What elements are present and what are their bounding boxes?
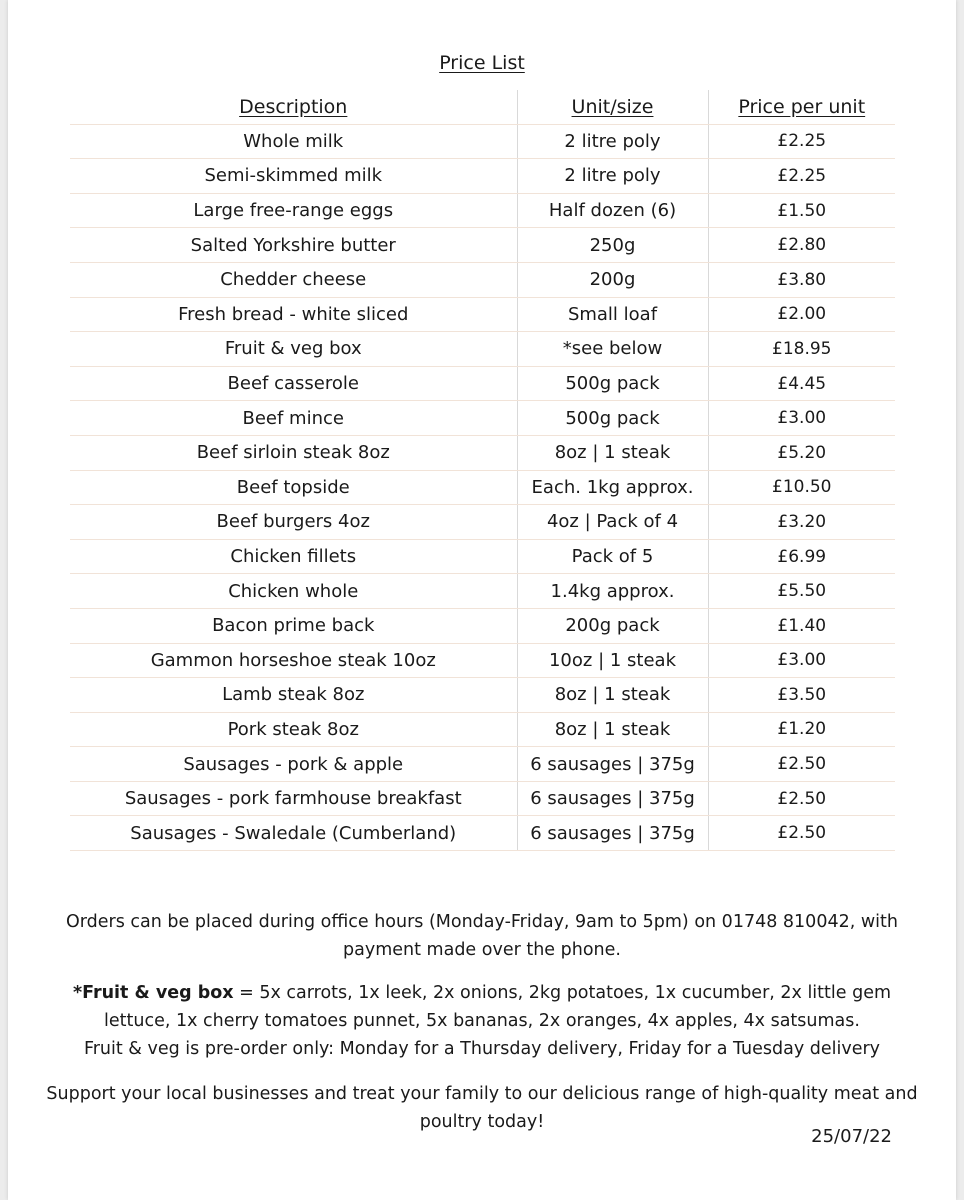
- row-unit-size: 8oz | 1 steak: [517, 435, 708, 470]
- row-description: Bacon prime back: [70, 608, 517, 643]
- row-unit-size: 250g: [517, 228, 708, 263]
- row-price: £3.20: [708, 505, 895, 540]
- table-row: [70, 332, 895, 367]
- row-unit-size: 8oz | 1 steak: [517, 678, 708, 713]
- page-title: Price List: [439, 52, 525, 74]
- row-price: £2.25: [708, 159, 895, 194]
- row-price: £3.00: [708, 643, 895, 678]
- row-unit-size: 4oz | Pack of 4: [517, 505, 708, 540]
- fruit-veg-box-info: [40, 979, 924, 1063]
- row-price: £3.80: [708, 262, 895, 297]
- row-description: Sausages - Swaledale (Cumberland): [70, 816, 517, 851]
- row-description: Salted Yorkshire butter: [70, 228, 517, 263]
- row-unit-size: Pack of 5: [517, 539, 708, 574]
- row-description: Sausages - pork farmhouse breakfast: [70, 781, 517, 816]
- row-description: Whole milk: [70, 124, 517, 159]
- row-price: £2.50: [708, 747, 895, 782]
- row-description: Beef sirloin steak 8oz: [70, 435, 517, 470]
- row-price: £10.50: [708, 470, 895, 505]
- row-price: £2.80: [708, 228, 895, 263]
- row-description: Fresh bread - white sliced: [70, 297, 517, 332]
- table-row: [70, 678, 895, 713]
- row-unit-size: *see below: [517, 332, 708, 367]
- row-description: Chicken fillets: [70, 539, 517, 574]
- table-row: [70, 539, 895, 574]
- row-price: £2.50: [708, 781, 895, 816]
- row-description: Large free-range eggs: [70, 193, 517, 228]
- row-price: £6.99: [708, 539, 895, 574]
- table-row: [70, 193, 895, 228]
- row-unit-size: 10oz | 1 steak: [517, 643, 708, 678]
- fruit-veg-box-label: *Fruit & veg box: [72, 983, 234, 1003]
- row-unit-size: 8oz | 1 steak: [517, 712, 708, 747]
- table-header-row: [70, 90, 895, 124]
- row-price: £5.50: [708, 574, 895, 609]
- row-price: £2.25: [708, 124, 895, 159]
- row-price: £1.20: [708, 712, 895, 747]
- row-price: £18.95: [708, 332, 895, 367]
- row-unit-size: 6 sausages | 375g: [517, 816, 708, 851]
- row-price: £1.40: [708, 608, 895, 643]
- table-row: [70, 505, 895, 540]
- row-description: Gammon horseshoe steak 10oz: [70, 643, 517, 678]
- preorder-info: Fruit & veg is pre-order only: Monday for a Thursday delivery, Friday for a Tuesday delivery: [83, 1039, 881, 1059]
- row-unit-size: 200g pack: [517, 608, 708, 643]
- ordering-info: Orders can be placed during office hours (Monday-Friday, 9am to 5pm) on 01748 810042, with payment made over the phone.: [66, 912, 898, 960]
- table-row: [70, 366, 895, 401]
- table-row: [70, 470, 895, 505]
- row-description: Lamb steak 8oz: [70, 678, 517, 713]
- table-row: [70, 747, 895, 782]
- row-description: Beef casserole: [70, 366, 517, 401]
- row-price: £2.50: [708, 816, 895, 851]
- row-unit-size: 1.4kg approx.: [517, 574, 708, 609]
- row-price: £3.00: [708, 401, 895, 436]
- support-message: Support your local businesses and treat your family to our delicious range of high-quality meat and poultry today!: [46, 1084, 918, 1132]
- row-description: Sausages - pork & apple: [70, 747, 517, 782]
- table-row: [70, 435, 895, 470]
- table-row: [70, 159, 895, 194]
- row-price: £1.50: [708, 193, 895, 228]
- row-description: Beef burgers 4oz: [70, 505, 517, 540]
- row-description: Chedder cheese: [70, 262, 517, 297]
- row-unit-size: 2 litre poly: [517, 124, 708, 159]
- row-price: £5.20: [708, 435, 895, 470]
- row-description: Fruit & veg box: [70, 332, 517, 367]
- row-unit-size: Each. 1kg approx.: [517, 470, 708, 505]
- column-header-unit-size: Unit/size: [517, 90, 708, 124]
- row-unit-size: 6 sausages | 375g: [517, 747, 708, 782]
- table-row: [70, 297, 895, 332]
- table-row: [70, 401, 895, 436]
- table-row: [70, 781, 895, 816]
- column-header-description: Description: [70, 90, 517, 124]
- price-table: [70, 90, 895, 851]
- price-table-body: [70, 124, 895, 850]
- row-description: Semi-skimmed milk: [70, 159, 517, 194]
- row-unit-size: 200g: [517, 262, 708, 297]
- row-unit-size: 500g pack: [517, 366, 708, 401]
- table-row: [70, 608, 895, 643]
- row-unit-size: 2 litre poly: [517, 159, 708, 194]
- table-row: [70, 574, 895, 609]
- table-row: [70, 643, 895, 678]
- row-description: Beef mince: [70, 401, 517, 436]
- row-unit-size: 6 sausages | 375g: [517, 781, 708, 816]
- table-row: [70, 228, 895, 263]
- row-unit-size: 500g pack: [517, 401, 708, 436]
- row-unit-size: Small loaf: [517, 297, 708, 332]
- row-description: Chicken whole: [70, 574, 517, 609]
- table-row: [70, 124, 895, 159]
- row-unit-size: Half dozen (6): [517, 193, 708, 228]
- table-row: [70, 816, 895, 851]
- row-description: Pork steak 8oz: [70, 712, 517, 747]
- table-row: [70, 262, 895, 297]
- table-row: [70, 712, 895, 747]
- fruit-veg-box-contents: = 5x carrots, 1x leek, 2x onions, 2kg potatoes, 1x cucumber, 2x little gem lettuce, 1x cherry tomatoes punnet, 5x bananas, 2x oranges, 4x apples, 4x satsumas.: [104, 983, 892, 1031]
- row-price: £2.00: [708, 297, 895, 332]
- document-date: 25/07/22: [811, 1126, 892, 1147]
- row-description: Beef topside: [70, 470, 517, 505]
- column-header-price: Price per unit: [708, 90, 895, 124]
- row-price: £3.50: [708, 678, 895, 713]
- row-price: £4.45: [708, 366, 895, 401]
